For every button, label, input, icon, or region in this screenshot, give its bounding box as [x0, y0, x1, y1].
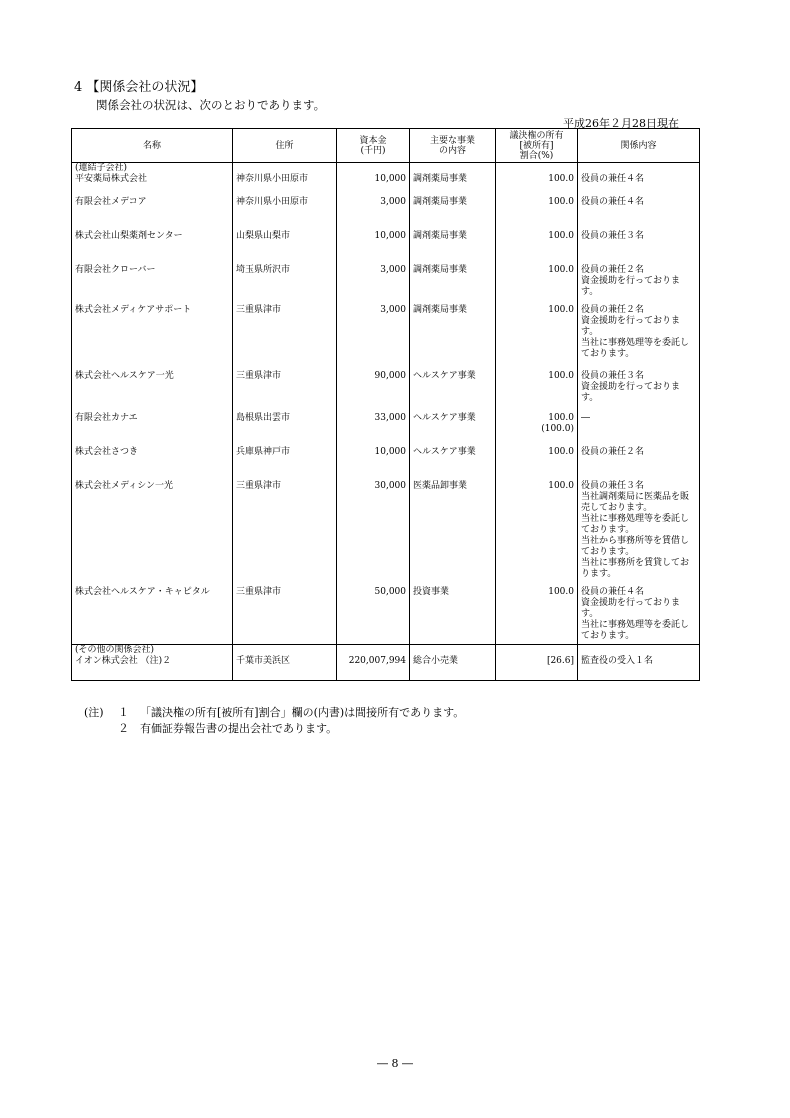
col-header-relation: 関係内容	[578, 129, 700, 163]
cell-name: (その他の関係会社) イオン株式会社 （注)２	[72, 645, 233, 681]
table-row	[72, 265, 700, 305]
cell-business: ヘルスケア事業	[410, 447, 496, 481]
section-heading: 4 【関係会社の状況】	[74, 80, 204, 95]
note-item	[84, 721, 464, 737]
table-body	[72, 163, 700, 681]
cell-name: 有限会社クローバー	[72, 265, 233, 305]
cell-capital: 10,000	[337, 231, 410, 265]
cell-capital: 50,000	[337, 587, 410, 645]
cell-address: 埼玉県所沢市	[233, 265, 337, 305]
cell-name: 有限会社カナエ	[72, 413, 233, 447]
note-index: ２	[118, 722, 129, 735]
cell-voting: 100.0	[496, 481, 578, 587]
intro-text: 関係会社の状況は、次のとおりであります。	[96, 98, 326, 112]
cell-address: 山梨県山梨市	[233, 231, 337, 265]
col-header-capital: 資本金 (千円)	[337, 129, 410, 163]
cell-business: 総合小売業	[410, 645, 496, 681]
cell-name: 株式会社ヘルスケア一光	[72, 371, 233, 413]
cell-capital: 30,000	[337, 481, 410, 587]
cell-voting: 100.0	[496, 231, 578, 265]
notes	[84, 705, 464, 737]
group-label: (連結子会社)	[75, 163, 128, 173]
note-label: (注)	[84, 706, 104, 719]
cell-address: 千葉市美浜区	[233, 645, 337, 681]
cell-voting: 100.0 (100.0)	[496, 413, 578, 447]
cell-name: 株式会社さつき	[72, 447, 233, 481]
cell-voting: 100.0	[496, 265, 578, 305]
cell-relation: 役員の兼任３名	[578, 231, 700, 265]
cell-business: 調剤薬局事業	[410, 231, 496, 265]
cell-business: 投資事業	[410, 587, 496, 645]
cell-address: 三重県津市	[233, 481, 337, 587]
page-number: ― 8 ―	[377, 1057, 413, 1070]
cell-address: 神奈川県小田原市	[233, 163, 337, 197]
table-row	[72, 587, 700, 645]
cell-name: 株式会社メディケアサポート	[72, 305, 233, 371]
cell-business: ヘルスケア事業	[410, 413, 496, 447]
note-text: 「議決権の所有[被所有]割合」欄の(内書)は間接所有であります。	[140, 706, 465, 719]
cell-address: 三重県津市	[233, 305, 337, 371]
col-header-business: 主要な事業 の内容	[410, 129, 496, 163]
cell-name: 株式会社メディシン一光	[72, 481, 233, 587]
cell-address: 神奈川県小田原市	[233, 197, 337, 231]
cell-capital: 10,000	[337, 447, 410, 481]
cell-voting: 100.0	[496, 305, 578, 371]
cell-voting: 100.0	[496, 447, 578, 481]
cell-name: 有限会社メデコア	[72, 197, 233, 231]
cell-relation: 役員の兼任４名 資金援助を行っておりま す。 当社に事務処理等を委託し ております。	[578, 587, 700, 645]
cell-relation: 監査役の受入１名	[578, 645, 700, 681]
cell-relation: 役員の兼任３名 資金援助を行っておりま す。	[578, 371, 700, 413]
cell-voting: [26.6]	[496, 645, 578, 681]
cell-voting: 100.0	[496, 163, 578, 197]
group-label: (その他の関係会社)	[75, 645, 155, 655]
cell-name: 株式会社ヘルスケア・キャピタル	[72, 587, 233, 645]
cell-capital: 3,000	[337, 197, 410, 231]
affiliates-table	[71, 128, 700, 681]
cell-voting: 100.0	[496, 587, 578, 645]
col-header-name: 名称	[72, 129, 233, 163]
note-text: 有価証券報告書の提出会社であります。	[140, 722, 338, 735]
cell-business: 調剤薬局事業	[410, 197, 496, 231]
note-item	[84, 705, 464, 721]
cell-relation: 役員の兼任３名 当社調剤薬局に医薬品を販 売しております。 当社に事務処理等を委託し ております。 当社から事務所等を賃借し ております。 当社に事務所を賃貸してお ります。	[578, 481, 700, 587]
cell-relation: ―	[578, 413, 700, 447]
cell-address: 三重県津市	[233, 587, 337, 645]
cell-business: 調剤薬局事業	[410, 265, 496, 305]
cell-address: 三重県津市	[233, 371, 337, 413]
cell-address: 兵庫県神戸市	[233, 447, 337, 481]
table-row	[72, 413, 700, 447]
col-header-address: 住所	[233, 129, 337, 163]
cell-relation: 役員の兼任４名	[578, 163, 700, 197]
cell-capital: 220,007,994	[337, 645, 410, 681]
cell-relation: 役員の兼任２名 資金援助を行っておりま す。 当社に事務処理等を委託し ております。	[578, 305, 700, 371]
cell-name: 株式会社山梨薬剤センター	[72, 231, 233, 265]
cell-capital: 90,000	[337, 371, 410, 413]
table-header-row	[72, 129, 700, 163]
table-row	[72, 645, 700, 681]
cell-voting: 100.0	[496, 371, 578, 413]
cell-relation: 役員の兼任２名 資金援助を行っておりま す。	[578, 265, 700, 305]
table-row	[72, 163, 700, 197]
table-row	[72, 371, 700, 413]
table-row	[72, 305, 700, 371]
cell-relation: 役員の兼任２名	[578, 447, 700, 481]
note-index: １	[118, 706, 129, 719]
cell-name: (連結子会社) 平安薬局株式会社	[72, 163, 233, 197]
cell-capital: 3,000	[337, 305, 410, 371]
as-of-date: 平成26年２月28日現在	[563, 117, 679, 130]
cell-capital: 10,000	[337, 163, 410, 197]
cell-business: ヘルスケア事業	[410, 371, 496, 413]
table-row	[72, 197, 700, 231]
cell-business: 調剤薬局事業	[410, 163, 496, 197]
cell-capital: 33,000	[337, 413, 410, 447]
cell-business: 調剤薬局事業	[410, 305, 496, 371]
table-row	[72, 231, 700, 265]
cell-address: 島根県出雲市	[233, 413, 337, 447]
table-row	[72, 447, 700, 481]
cell-business: 医薬品卸事業	[410, 481, 496, 587]
cell-voting: 100.0	[496, 197, 578, 231]
col-header-voting: 議決権の所有 [被所有] 割合(%)	[496, 129, 578, 163]
table-row	[72, 481, 700, 587]
cell-capital: 3,000	[337, 265, 410, 305]
cell-relation: 役員の兼任４名	[578, 197, 700, 231]
